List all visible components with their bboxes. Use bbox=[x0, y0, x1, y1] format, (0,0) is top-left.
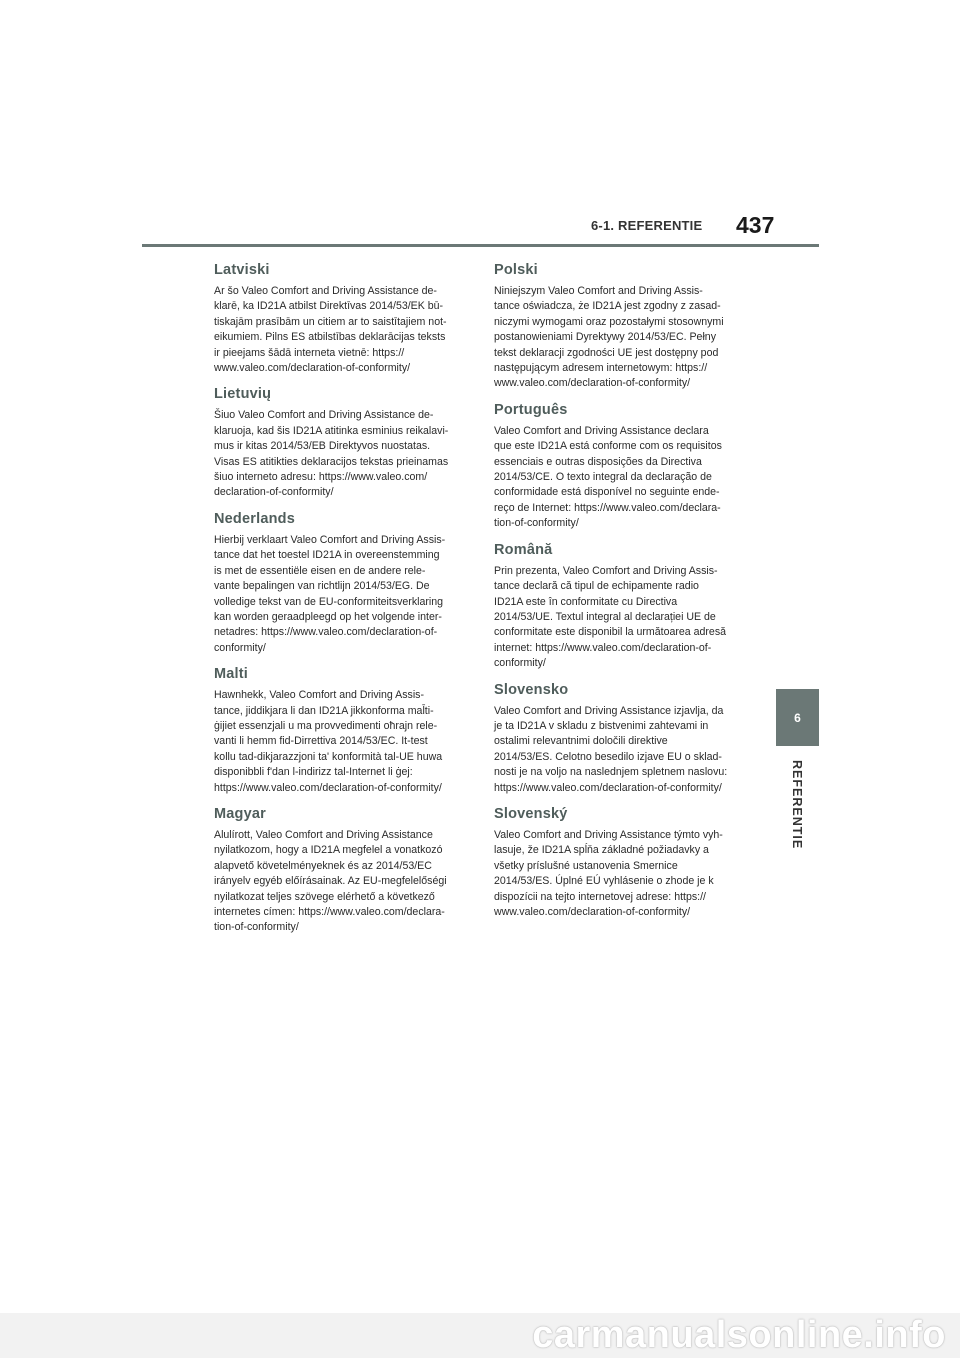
page-number: 437 bbox=[736, 212, 775, 238]
section-heading: Lietuvių bbox=[214, 386, 272, 403]
section-text: Valeo Comfort and Driving Assistance declara que este ID21A está conforme com os requisitos essenciais e outras disposições da Directiva 2014/53/CE. O texto integral da declaração de conformidade está disponível no seguinte ende- reço de Internet: https://www.valeo.com/declara- tion-of-conformity/ bbox=[494, 424, 722, 530]
section-text: Alulírott, Valeo Comfort and Driving Assistance nyilatkozom, hogy a ID21A megfelel a vonatkozó alapvető követelményeknek és az 2014/53/EC irányelv egyéb előírásainak. Az EU-megfelelőségi nyilatkozat teljes szövege elérhető a következő internetes címen: https://www.valeo.com/declara- tion-of-conformity/ bbox=[214, 828, 447, 934]
section-romana bbox=[494, 542, 750, 672]
section-latviski bbox=[214, 262, 466, 376]
section-heading: Nederlands bbox=[214, 510, 295, 527]
chapter-label: REFERENTIE bbox=[790, 760, 804, 850]
section-magyar bbox=[214, 806, 466, 936]
section-polski bbox=[494, 262, 750, 392]
section-slovensko bbox=[494, 682, 750, 796]
chapter-number: 6 bbox=[794, 710, 801, 725]
section-heading: Latviski bbox=[214, 262, 270, 278]
section-lietuviu bbox=[214, 386, 466, 500]
section-title: 6-1. REFERENTIE bbox=[591, 218, 703, 233]
section-heading: Slovensko bbox=[494, 681, 569, 698]
section-text: Hierbij verklaart Valeo Comfort and Driving Assis- tance dat het toestel ID21A in overeenstemming is met de essentiële eisen en de andere rele- vante bepalingen van richtlijn 2014/53/EG. De volledige tekst van de EU-conformiteitsverklaring kan worden geraadpleegd op het volgende inter- netadres: https://www.valeo.com/declaration-of- conformity/ bbox=[214, 533, 446, 654]
section-text: Valeo Comfort and Driving Assistance izjavlja, da je ta ID21A v skladu z bistvenimi zahtevami in ostalimi relevantnimi določili direktive 2014/53/ES. Celotno besedilo izjave EU o sklad- nosti je na voljo na naslednjem spletnem naslovu: https://www.valeo.com/declaration-of-conformity/ bbox=[494, 704, 728, 794]
section-heading: Slovenský bbox=[494, 805, 568, 822]
section-text: Šiuo Valeo Comfort and Driving Assistance de- klaruoja, kad šis ID21A atitinka esminius reikalavi- mus ir kitas 2014/53/EB Direktyvos nuostatas. Visas ES atitikties deklaracijos tekstas prieinamas šiuo interneto adresu: https://www.valeo.com/ declaration-of-conformity/ bbox=[214, 409, 449, 499]
chapter-tab bbox=[776, 689, 819, 746]
section-heading: Polski bbox=[494, 262, 538, 278]
section-heading: Magyar bbox=[214, 805, 266, 822]
section-portugues bbox=[494, 402, 750, 532]
right-column bbox=[494, 262, 750, 930]
section-malti bbox=[214, 666, 466, 796]
watermark-text: carmanualsonline.info bbox=[532, 1314, 946, 1356]
section-heading: Română bbox=[494, 541, 553, 558]
section-nederlands bbox=[214, 511, 466, 656]
section-text: Hawnhekk, Valeo Comfort and Driving Assis- tance, jiddikjara li dan ID21A jikkonforma mal̄ti- ġijiet essenzjali u ma provvedimenti oħrajn rele- vanti li hemm fid-Dirrettiva 2014/53/EC. It-test kollu tad-dikjarazzjoni ta' konformità tal-UE huwa disponibbli f'dan l-indirizz tal-Internet li ġej: https://www.valeo.com/declaration-of-conformity/ bbox=[214, 689, 443, 794]
header-divider bbox=[142, 244, 819, 247]
section-text: Prin prezenta, Valeo Comfort and Driving Assis- tance declară că tipul de echipamente radio ID21A este în conformitate cu Directiva 2014/53/UE. Textul integral al declarației UE de conformitate este disponibil la următoarea adresă internet: https://www.valeo.com/declaration-of- conformity/ bbox=[494, 564, 727, 670]
section-text: Valeo Comfort and Driving Assistance týmto vyh- lasuje, že ID21A spĺňa základné požiadavky a všetky príslušné ustanovenia Smernice 2014/53/ES. Úplné EÚ vyhlásenie o zhode je k dispozícii na tejto internetovej adrese: https:// www.valeo.com/declaration-of-conformity/ bbox=[494, 828, 723, 918]
section-heading: Malti bbox=[214, 666, 249, 683]
watermark-bar bbox=[0, 1313, 960, 1358]
section-text: Ar šo Valeo Comfort and Driving Assistance de- klarē, ka ID21A atbilst Direktīvas 2014/53/EK bū- tiskajām prasībām un citiem ar to saistītajiem not- eikumiem. Pilns ES atbilstības deklarācijas teksts ir pieejams šādā interneta vietnē: https:// www.valeo.com/declaration-of-conformity/ bbox=[214, 285, 447, 375]
section-text: Niniejszym Valeo Comfort and Driving Assis- tance oświadcza, że ID21A jest zgodny z zasad- niczymi wymogami oraz pozostałymi stosownymi postanowieniami Dyrektywy 2014/53/EC. Pełny tekst deklaracji zgodności UE jest dostępny pod następującym adresem internetowym: https:// www.valeo.com/declaration-of-conformity/ bbox=[494, 285, 724, 390]
section-heading: Português bbox=[494, 401, 568, 418]
section-slovensky bbox=[494, 806, 750, 920]
left-column bbox=[214, 262, 466, 946]
